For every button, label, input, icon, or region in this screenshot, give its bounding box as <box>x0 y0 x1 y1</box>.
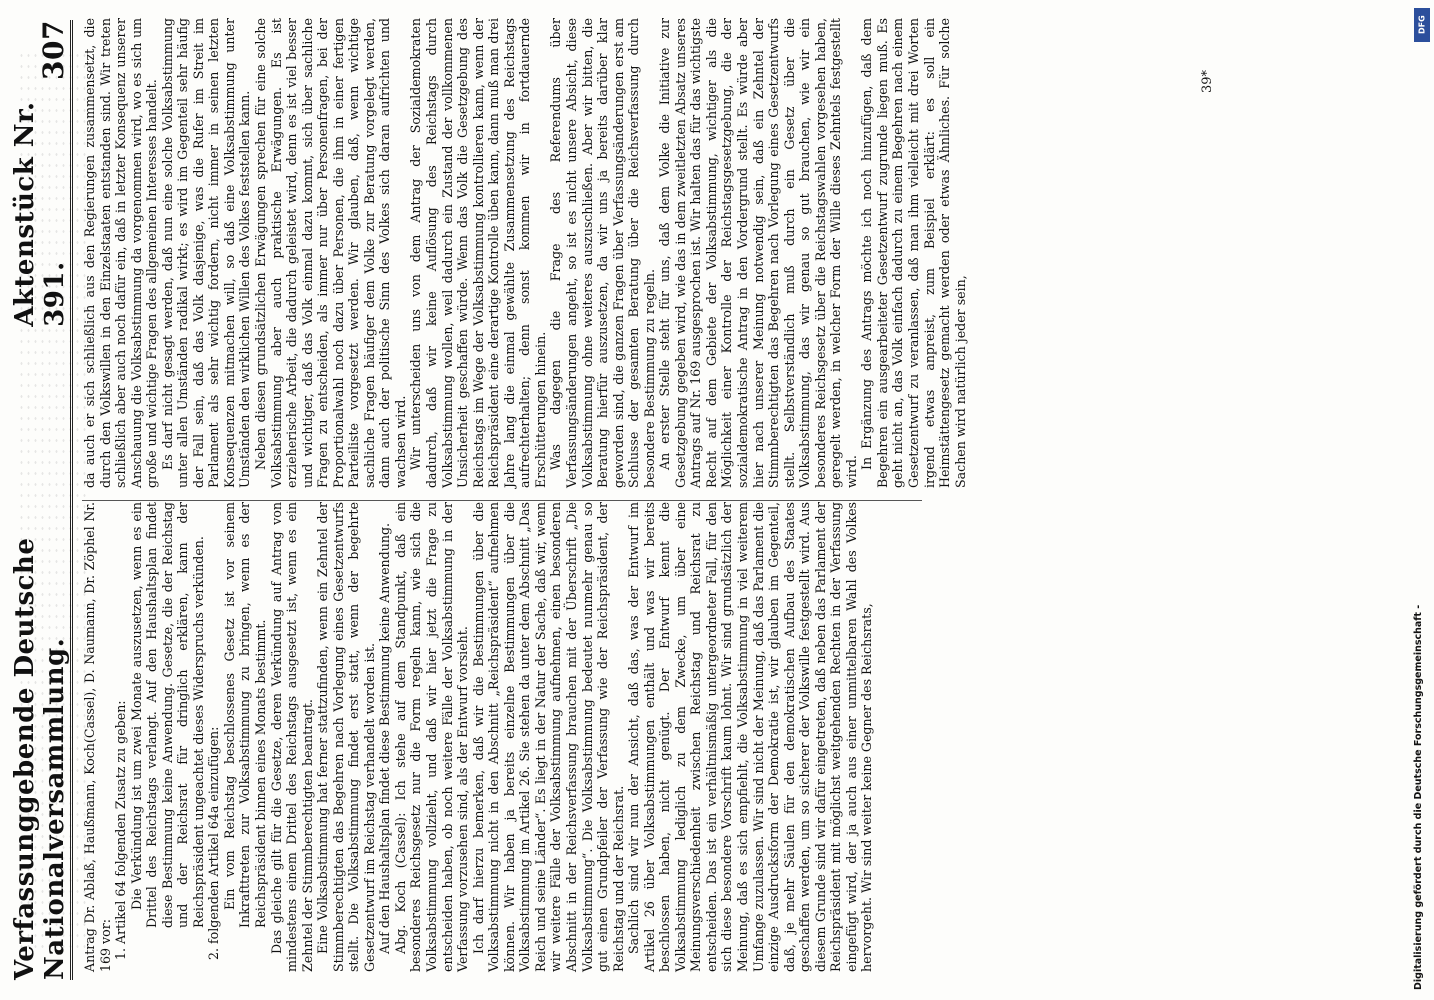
paragraph: An erster Stelle steht für uns, daß dem Volke die Initiative zur Gesetzgebung gegeben wird, wie das in dem zweitletzten Absatz unseres Antrags auf Nr. 169 ausgesprochen ist. Wir halten das für das wichtigste Recht auf dem Gebiete der Volksabstimmung, wichtiger als die Möglichkeit einer Kontrolle der Reichstagsgesetzgebung, die der sozialdemokratische Antrag in den Vordergrund stellt. Es würde aber hier nach unserer Meinung notwendig sein, daß ein Zehntel der Stimmberechtigten das Begehren nach Vorlegung eines Gesetzentwurfs stellt. Selbstverständlich muß durch ein Gesetz über die Volksabstimmung, das wir genau so gut brauchen, wie wir ein besonderes Reichsgesetz über die Reichstagswahlen vorgesehen haben, geregelt werden, in welcher Form der Wille dieses Zehntels festgestellt wird. <box>657 18 859 488</box>
paragraph: In Ergänzung des Antrags möchte ich noch hinzufügen, daß dem Begehren ein ausgearbeiteter Gesetzentwurf zugrunde liegen muß. Es geht nicht an, das Volk einfach dadurch zu einem Begehren nach einem Gesetzentwurf zu veranlassen, daß man ihm vielleicht mit drei Worten irgend etwas anpreist, zum Beispiel erklärt: es soll ein Heimstättengesetz gemacht werden oder etwas Ähnliches. Für solche Sachen wird natürlich jeder sein, <box>859 18 968 488</box>
paragraph: Ein vom Reichstag beschlossenes Gesetz ist vor seinem Inkrafttreten zur Volksabstimmung zu bringen, wenn es der Reichspräsident binnen eines Monats bestimmt. <box>221 502 269 928</box>
paragraph: 1. Artikel 64 folgenden Zusatz zu geben: <box>113 700 129 960</box>
page-header <box>10 20 73 980</box>
paragraph: da auch er sich schließlich aus den Regierungen zusammensetzt, die durch den Volkswillen in den Einzelstaaten entstanden sind. Wir treten schließlich aber auch noch dafür ein, daß in letzter Konsequenz unserer Anschauung die Volksabstimmung da vorgenommen wird, wo es sich um große und wichtige Fragen des allgemeinen Interesses handelt. <box>82 18 160 488</box>
paragraph: Sachlich sind wir nun der Ansicht, daß das, was der Entwurf im Artikel 26 über Volksabstimmungen enthält und was wir bereits beschlossen haben, nicht genügt. Der Entwurf kennt die Volksabstimmung lediglich zu dem Zwecke, um über eine Meinungsverschiedenheit zwischen Reichstag und Reichsrat zu entscheiden. Das ist ein verhältnismäßig untergeordneter Fall, für den sich diese besondere Vorschrift kaum lohnt. Wir sind grundsätzlich der Meinung, daß es sich empfiehlt, die Volksabstimmung in viel weiterem Umfange zuzulassen. Wir sind nicht der Meinung, daß das Parlament die einzige Ausdrucksform der Demokratie ist, wir glauben im Gegenteil, daß, je mehr Säulen für den demokratischen Aufbau des Staates geschaffen werden, um so sicherer der Volkswille festgestellt wird. Aus diesem Grunde sind wir dafür eingetreten, daß neben das Parlament der Reichspräsident mit möglichst weitgehenden Rechten in der Verfassung eingefügt wird, der ja auch aus einer unmittelbaren Wahl des Volkes hervorgeht. Wir sind weiter keine Gegner des Reichsrats, <box>626 502 875 972</box>
paragraph: Abg. Koch (Cassel): Ich stehe auf dem Standpunkt, daß ein besonderes Reichsgesetz nur die Form regeln kann, wie sich die Volksabstimmung vollzieht, und daß wir hier jetzt die Frage zu entscheiden haben, ob noch weitere Fälle der Volksabstimmung in der Verfassung vorzusehen sind, als der Entwurf vorsieht. <box>392 502 471 972</box>
paragraph: Es darf nicht gesagt werden, daß nun eine solche Volksabstimmung unter allen Umständen radikal wirkt; es wird im Gegenteil sehr häufig der Fall sein, daß das Volk dasjenige, was die Rufer im Streit im Parlament als sehr wichtig fordern, nicht immer in seinen letzten Konsequenzen mitmachen will, so daß eine Volksabstimmung unter Umständen den wirklichen Willen des Volkes feststellen kann. <box>159 18 253 488</box>
paragraph: 2. folgenden Artikel 64a einzufügen: <box>206 726 222 960</box>
left-column <box>82 502 875 972</box>
page-number: 307 <box>37 20 70 80</box>
paragraph: Eine Volksabstimmung hat ferner stattzufinden, wenn ein Zehntel der Stimmberechtigten das Begehren nach Vorlegung eines Gesetzentwurfs stellt. Die Volksabstimmung findet erst statt, wenn der begehrte Gesetzentwurf im Reichstag verhandelt worden ist. <box>315 502 377 972</box>
paragraph: Die Verkündung ist um zwei Monate auszusetzen, wenn es ein Drittel des Reichstags verlangt. Auf den Haushaltsplan findet diese Bestimmung keine Anwendung. Gesetze, die der Reichstag und der Reichsrat für dringlich erklären, kann der Reichspräsident ungeachtet dieses Widerspruchs verkünden. <box>128 502 206 928</box>
paragraph: Neben diesen grundsätzlichen Erwägungen sprechen für eine solche Volksabstimmung aber auch praktische Erwägungen. Es ist erzieherische Arbeit, die dadurch geleistet wird, denn es ist viel besser und wichtiger, daß das Volk einmal dazu kommt, sich über sachliche Fragen zu entscheiden, als immer nur über Personenfragen, bei der Proportionalwahl noch dazu über Personen, die ihm in einer fertigen Parteiliste vorgesetzt werden. Wir glauben, daß, wenn wichtige sachliche Fragen häufiger dem Volke zur Beratung vorgelegt werden, dann auch der politische Sinn des Volkes sich daran aufrichten und wachsen wird. <box>253 18 408 488</box>
paragraph: Ich darf hierzu bemerken, daß wir die Bestimmungen über die Volksabstimmung nicht in den Abschnitt „Reichspräsident“ aufnehmen können. Wir haben ja bereits einzelne Bestimmungen über die Volksabstimmung im Artikel 26. Sie stehen da unter dem Abschnitt „Das Reich und seine Länder“. Es liegt in der Natur der Sache, daß wir, wenn wir weitere Fälle der Volksabstimmung aufnehmen, einen besonderen Abschnitt in der Reichsverfassung brauchen mit der Überschrift „Die Volksabstimmung“. Die Volksabstimmung bedeutet nunmehr genau so gut einen Grundpfeiler der Verfassung wie der Reichspräsident, der Reichstag und der Reichsrat. <box>470 502 626 972</box>
paragraph: Antrag Dr. Ablaß, Haußmann, Koch(Cassel), D. Naumann, Dr. Zöphel Nr. 169 vor: <box>82 502 113 972</box>
paragraph: Was dagegen die Frage des Referendums über Verfassungsänderungen angeht, so ist es nicht unsere Absicht, diese Volksabstimmung ohne weiteres auszuschließen. Aber wir bitten, die Beratung hierfür auszusetzen, da wir uns ja bereits darüber klar geworden sind, die ganzen Fragen über Verfassungsänderungen erst am Schlusse der gesamten Beratung über die Reichsverfassung durch besondere Bestimmung zu regeln. <box>548 18 657 488</box>
digitization-note: Digitalisierung gefördert durch die Deutsche Forschungsgemeinschaft - <box>1413 604 1424 990</box>
paragraph: Das gleiche gilt für die Gesetze, deren Verkündung auf Antrag von mindestens einem Drittel des Reichstags ausgesetzt ist, wenn es ein Zehntel der Stimmberechtigten beantragt. <box>268 502 315 972</box>
header-title: Verfassunggebende Deutsche Nationalversammlung. <box>10 537 70 980</box>
right-column <box>82 18 968 488</box>
paragraph: Auf den Haushaltsplan findet diese Bestimmung keine Anwendung. <box>377 522 393 954</box>
signature-mark: 39* <box>1200 70 1215 94</box>
column-divider <box>82 500 922 501</box>
header-document-number: Aktenstück Nr. 391. <box>10 101 70 327</box>
paragraph: Wir unterscheiden uns von dem Antrag der Sozialdemokraten dadurch, daß wir keine Auflösung des Reichstags durch Volksabstimmung wollen, weil dadurch ein Zustand der vollkommenen Unsicherheit geschaffen würde. Wenn das Volk die Gesetzgebung des Reichstags im Wege der Volksabstimmung kontrollieren kann, wenn der Reichspräsident eine derartige Kontrolle üben kann, dann muß man drei Jahre lang die einmal gewählte Zusammensetzung des Reichstags aufrechterhalten; denn sonst kommen wir in fortdauernde Erschütterungen hinein. <box>408 18 548 488</box>
dfg-logo-badge: DFG <box>1414 8 1430 42</box>
